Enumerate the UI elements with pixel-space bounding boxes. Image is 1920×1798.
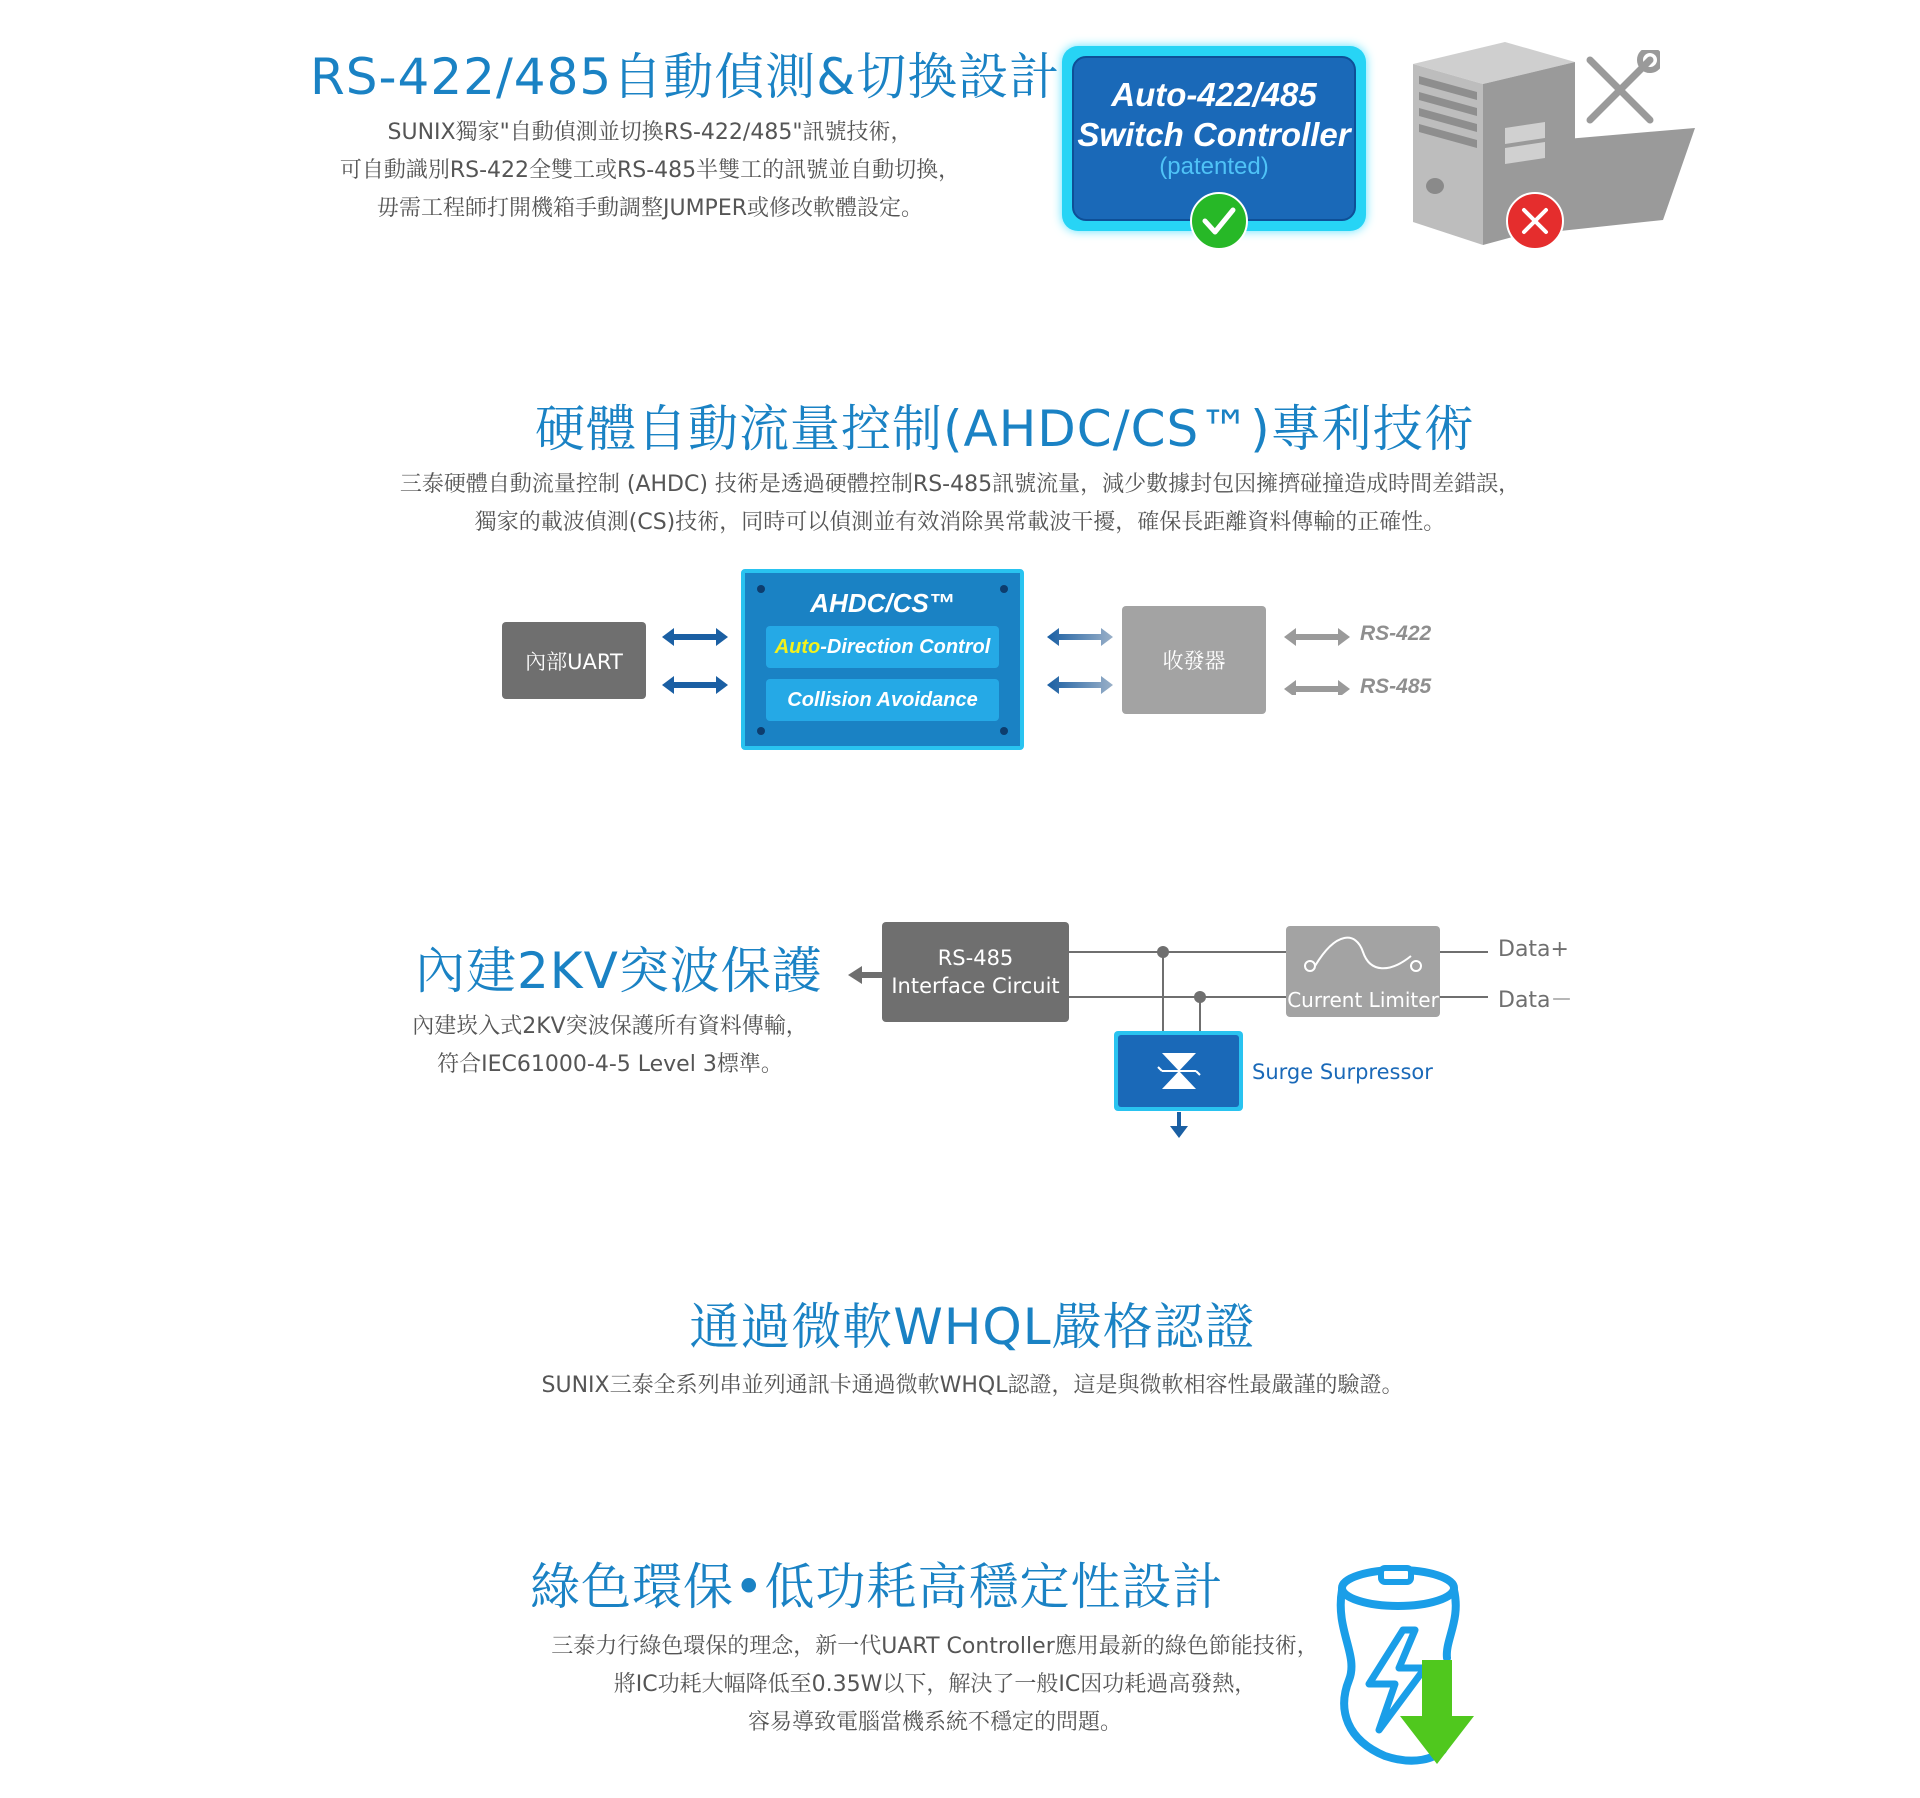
ahdc-title: 硬體自動流量控制(AHDC/CS™)專利技術 — [535, 400, 1475, 458]
auto-switch-title: RS-422/485自動偵測&切換設計 — [310, 48, 1061, 106]
green-title: 綠色環保•低功耗高穩定性設計 — [530, 1558, 1224, 1616]
current-limiter-label: Current Limiter — [1287, 988, 1439, 1012]
corner-dot — [757, 727, 765, 735]
auto-highlight: Auto — [774, 635, 821, 658]
tvs-diode-icon — [1118, 1035, 1239, 1107]
ahdc-description — [300, 466, 1620, 542]
auto-direction-control-pill — [766, 626, 999, 668]
green-description — [400, 1628, 1470, 1742]
down-arrow-icon — [1400, 1660, 1480, 1770]
ahdc-block-title: AHDC/CS™ — [810, 588, 955, 618]
direction-control-text: -Direction Control — [820, 635, 991, 658]
whql-description: SUNIX三泰全系列串並列通訊卡通過微軟WHQL認證，這是與微軟相容性最嚴謹的驗證。 — [541, 1373, 1404, 1398]
rs422-label: RS-422 — [1360, 622, 1432, 645]
circuit-line-1: RS-485 — [937, 946, 1014, 970]
data-minus-label: Data－ — [1498, 988, 1573, 1013]
rs485-interface-circuit — [882, 922, 1069, 1022]
description-line: 三泰硬體自動流量控制 (AHDC) 技術是透過硬體控制RS-485訊號流量，減少數據封包因擁擠碰撞造成時間差錯誤， — [399, 472, 1521, 497]
controller-line-3: (patented) — [1159, 153, 1269, 180]
cross-icon — [1505, 191, 1565, 251]
auto-switch-description — [300, 114, 1000, 228]
internal-uart-box: 內部UART — [502, 622, 646, 699]
description-line: 獨家的載波偵測(CS)技術，同時可以偵測並有效消除異常載波干擾，確保長距離資料傳輸的正確性。 — [474, 510, 1446, 535]
whql-title: 通過微軟WHQL嚴格認證 — [689, 1298, 1256, 1356]
controller-line-1: Auto-422/485 — [1111, 76, 1317, 113]
surge-title: 內建2KV突波保護 — [415, 942, 823, 1000]
output-arrows-icon — [1282, 625, 1352, 695]
corner-dot — [1000, 727, 1008, 735]
surge-description — [380, 1008, 840, 1084]
surge-suppressor-label: Surge Surpressor — [1252, 1060, 1433, 1084]
collision-avoidance-pill: Collision Avoidance — [766, 679, 999, 721]
tools-icon — [1580, 50, 1660, 130]
circuit-line-2: Interface Circuit — [891, 974, 1060, 998]
transceiver-box: 收發器 — [1122, 606, 1266, 714]
data-plus-label: Data+ — [1498, 937, 1569, 962]
check-icon — [1189, 191, 1249, 251]
description-line: 容易導致電腦當機系統不穩定的問題。 — [747, 1710, 1122, 1735]
description-line: 可自動識別RS-422全雙工或RS-485半雙工的訊號並自動切換， — [339, 158, 961, 183]
description-line: 將IC功耗大幅降低至0.35W以下，解決了一般IC因功耗過高發熱， — [613, 1672, 1257, 1697]
description-line: 三泰力行綠色環保的理念，新一代UART Controller應用最新的綠色節能技術， — [551, 1634, 1319, 1659]
transceiver-arrows-icon — [1045, 625, 1115, 695]
current-limiter-wave-icon — [1286, 926, 1440, 986]
description-line: 符合IEC61000-4-5 Level 3標準。 — [437, 1052, 783, 1077]
description-line: 毋需工程師打開機箱手動調整JUMPER或修改軟體設定。 — [376, 196, 924, 221]
description-line: 內建崁入式2KV突波保護所有資料傳輸， — [412, 1014, 808, 1039]
description-line: SUNIX獨家"自動偵測並切換RS-422/485"訊號技術， — [387, 120, 913, 145]
rs485-label: RS-485 — [1360, 675, 1432, 698]
uart-arrows-icon — [660, 625, 730, 695]
controller-line-2: Switch Controller — [1077, 116, 1351, 153]
